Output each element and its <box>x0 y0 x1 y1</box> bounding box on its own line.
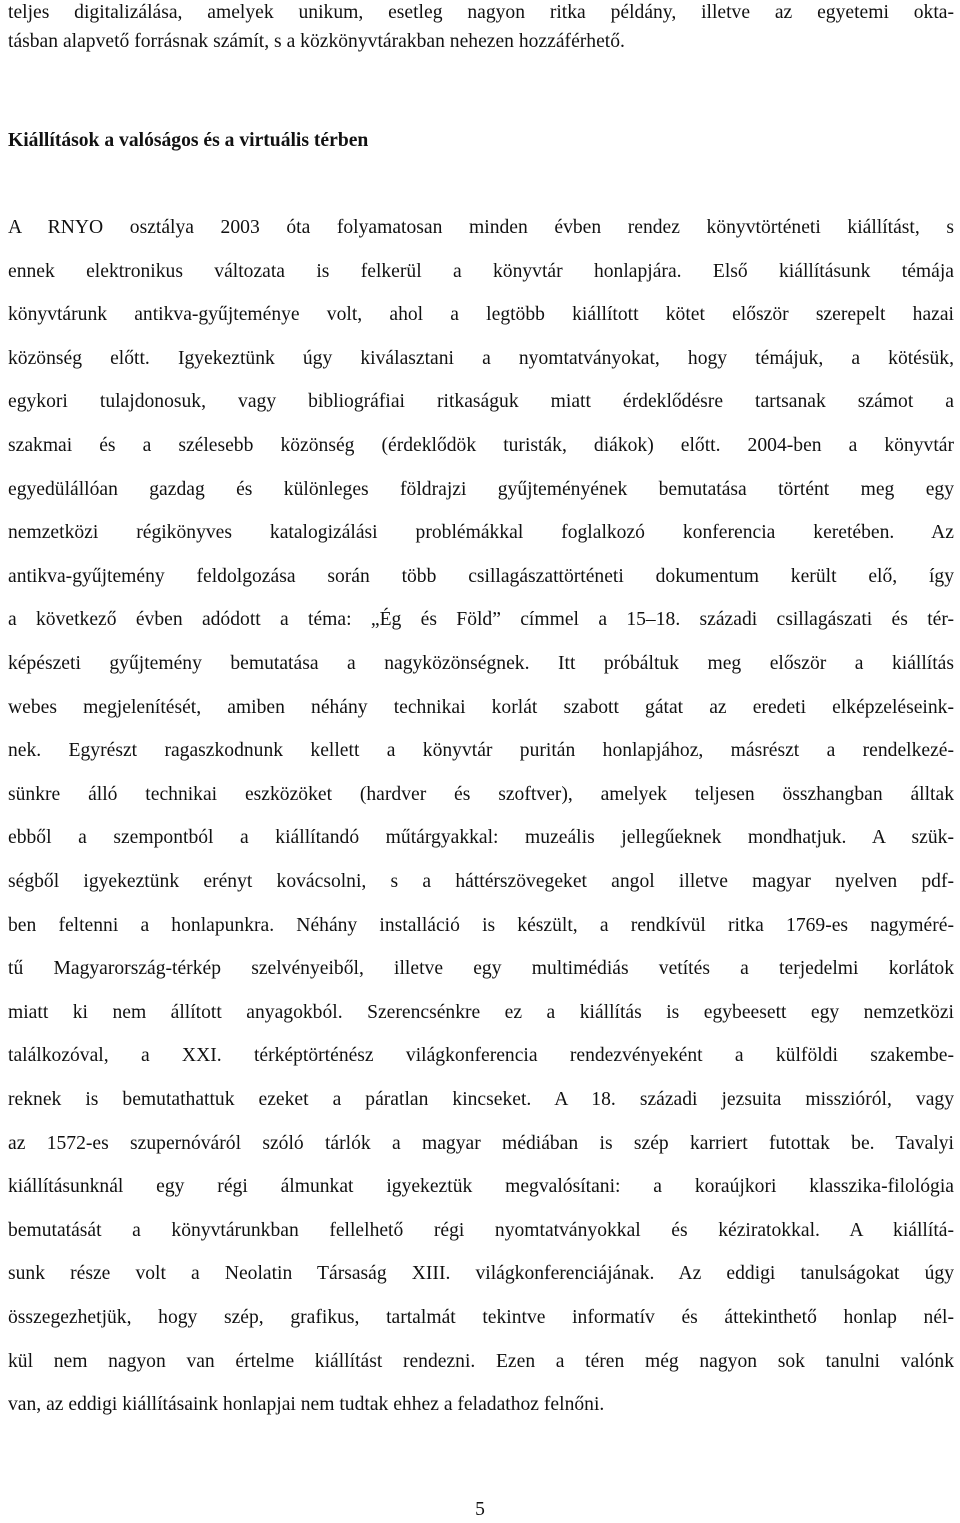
body-text-line: kül nem nagyon van értelme kiállítást rendezni. Ezen a téren még nagyon sok tanulni valónk <box>8 1350 954 1372</box>
body-text-line: az 1572-es szupernóváról szóló tárlók a magyar médiában is szép karriert futottak be. Tavalyi <box>8 1132 954 1154</box>
body-text-line: nek. Egyrészt ragaszkodnunk kellett a könyvtár puritán honlapjához, másrészt a rendelkezé- <box>8 740 954 762</box>
body-text-line: webes megjelenítését, amiben néhány technikai korlát szabott gátat az eredeti elképzeléseink- <box>8 696 954 718</box>
body-text-line: szakmai és a szélesebb közönség (érdeklődök turisták, diákok) előtt. 2004-ben a könyvtár <box>8 435 954 456</box>
body-text-line: reknek is bemutathattuk ezeket a páratlan kincseket. A 18. századi jezsuita misszióról, vagy <box>8 1089 954 1110</box>
body-text-line: A RNYO osztálya 2003 óta folyamatosan minden évben rendez könyvtörténeti kiállítást, s <box>8 217 954 238</box>
body-text-line: van, az eddigi kiállításaink honlapjai nem tudtak ehhez a feladathoz felnőni. <box>8 1394 605 1416</box>
body-text-line: összegezhetjük, hogy szép, grafikus, tartalmát tekintve informatív és áttekinthető honlap nél- <box>8 1307 954 1328</box>
body-text-line: bemutatását a könyvtárunkban fellelhető régi nyomtatványokkal és kéziratokkal. A kiállítá- <box>8 1219 954 1241</box>
body-text-line: könyvtárunk antikva-gyűjteménye volt, ahol a legtöbb kiállított kötet először szerepelt hazai <box>8 304 954 326</box>
body-text-line: ebből a szempontból a kiállítandó műtárgyakkal: muzeális jellegűeknek mondhatjuk. A szük- <box>8 827 954 849</box>
body-text-line: miatt ki nem állított anyagokból. Szerencsénkre ez a kiállítás is egybeesett egy nemzetközi <box>8 1001 954 1023</box>
body-text-line: tű Magyarország-térkép szelvényeiből, illetve egy multimédiás vetítés a terjedelmi korlátok <box>8 958 954 980</box>
body-text-line: találkozóval, a XXI. térképtörténész világkonferencia rendezvényeként a külföldi szakembe- <box>8 1045 954 1067</box>
intro-text-line: tásban alapvető forrásnak számít, s a közkönyvtárakban nehezen hozzáférhető. <box>8 31 625 52</box>
body-text-line: antikva-gyűjtemény feldolgozása során több csillagászattörténeti dokumentum került elő, így <box>8 565 954 587</box>
body-text-line: nemzetközi régikönyves katalogizálási problémákkal foglalkozó konferencia keretében. Az <box>8 522 954 544</box>
body-text-line: sünkre álló technikai eszközöket (hardver és szoftver), amelyek teljesen összhangban álltak <box>8 783 954 805</box>
section-heading: Kiállítások a valóságos és a virtuális térben <box>8 130 369 151</box>
body-text-line: ennek elektronikus változata is felkerül a könyvtár honlapjára. Első kiállításunk témája <box>8 260 954 282</box>
body-text-line: sunk része volt a Neolatin Társaság XIII. világkonferenciájának. Az eddigi tanulságokat úgy <box>8 1263 954 1285</box>
body-text-line: képészeti gyűjtemény bemutatása a nagyközönségnek. Itt próbáltuk meg először a kiállítás <box>8 653 954 674</box>
page-number: 5 <box>475 1499 485 1520</box>
body-text-line: ben feltenni a honlapunkra. Néhány installáció is készült, a rendkívül ritka 1769-es nagyméré- <box>8 914 954 936</box>
body-text-line: egykori tulajdonosuk, vagy bibliográfiai ritkaságuk miatt érdeklődésre tartsanak számot a <box>8 391 954 413</box>
body-text-line: kiállításunknál egy régi álmunkat igyekeztük megvalósítani: a koraújkori klasszika-filológia <box>8 1176 954 1198</box>
body-text-line: ségből igyekeztünk erényt kovácsolni, s a háttérszövegeket angol illetve magyar nyelven pdf- <box>8 871 954 892</box>
body-text-line: egyedülállóan gazdag és különleges földrajzi gyűjteményének bemutatása történt meg egy <box>8 478 954 500</box>
body-text-line: a következő évben adódott a téma: „Ég és Föld” címmel a 15–18. századi csillagászati és tér- <box>8 609 954 631</box>
body-text-line: közönség előtt. Igyekeztünk úgy kiválasztani a nyomtatványokat, hogy témájuk, a kötésük, <box>8 347 954 369</box>
intro-text-line: teljes digitalizálása, amelyek unikum, esetleg nagyon ritka példány, illetve az egyetemi okta- <box>8 2 954 23</box>
